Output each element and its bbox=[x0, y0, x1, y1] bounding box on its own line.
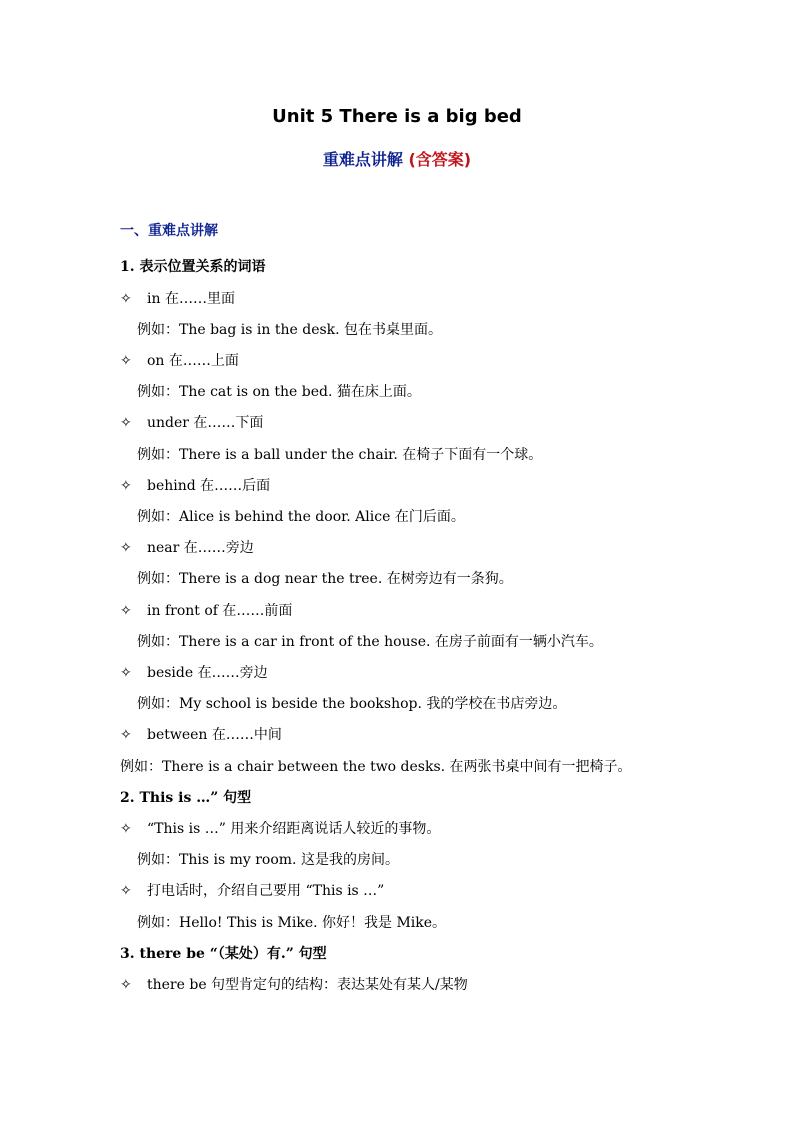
list-item: ✧ between 在……中间 bbox=[120, 724, 282, 746]
diamond-bullet-icon: ✧ bbox=[120, 727, 132, 743]
example-line: 例如：Alice is behind the door. Alice 在门后面。 bbox=[137, 509, 465, 525]
heading-there-be: 3. there be “（某处）有.” 句型 bbox=[120, 946, 327, 962]
example-line: 例如：Hello! This is Mike. 你好！我是 Mike。 bbox=[137, 915, 447, 931]
document-subtitle bbox=[0, 148, 794, 172]
example-line: 例如：There is a chair between the two desks. 在两张书桌中间有一把椅子。 bbox=[120, 759, 632, 775]
list-item: ✧ in front of 在……前面 bbox=[120, 600, 292, 622]
list-item: ✧ behind 在……后面 bbox=[120, 475, 270, 497]
list-item: ✧ in 在……里面 bbox=[120, 288, 235, 310]
subtitle-answer: (含答案) bbox=[408, 150, 472, 169]
document-title: Unit 5 There is a big bed bbox=[272, 106, 522, 127]
list-item: ✧ under 在……下面 bbox=[120, 412, 263, 434]
list-item: ✧ there be 句型肯定句的结构：表达某处有某人/某物 bbox=[120, 974, 468, 996]
diamond-bullet-icon: ✧ bbox=[120, 977, 132, 993]
diamond-bullet-icon: ✧ bbox=[120, 540, 132, 556]
example-line: 例如：The bag is in the desk. 包在书桌里面。 bbox=[137, 322, 443, 338]
list-item: ✧ on 在……上面 bbox=[120, 350, 239, 372]
diamond-bullet-icon: ✧ bbox=[120, 353, 132, 369]
example-line: 例如：There is a car in front of the house. 在房子前面有一辆小汽车。 bbox=[137, 634, 603, 650]
example-line: 例如：This is my room. 这是我的房间。 bbox=[137, 852, 399, 868]
section-heading: 一、重难点讲解 bbox=[120, 223, 218, 239]
heading-this-is: 2. This is …” 句型 bbox=[120, 790, 252, 806]
diamond-bullet-icon: ✧ bbox=[120, 415, 132, 431]
diamond-bullet-icon: ✧ bbox=[120, 821, 132, 837]
heading-position-words: 1. 表示位置关系的词语 bbox=[120, 259, 266, 275]
list-item: ✧ beside 在……旁边 bbox=[120, 662, 268, 684]
subtitle-main: 重难点讲解 bbox=[322, 150, 403, 169]
list-item: ✧ “This is …” 用来介绍距离说话人较近的事物。 bbox=[120, 818, 440, 840]
diamond-bullet-icon: ✧ bbox=[120, 883, 132, 899]
example-line: 例如：There is a ball under the chair. 在椅子下面有一个球。 bbox=[137, 447, 543, 463]
diamond-bullet-icon: ✧ bbox=[120, 603, 132, 619]
list-item: ✧ 打电话时，介绍自己要用 “This is …” bbox=[120, 880, 384, 902]
example-line: 例如：There is a dog near the tree. 在树旁边有一条狗。 bbox=[137, 571, 513, 587]
example-line: 例如：The cat is on the bed. 猫在床上面。 bbox=[137, 384, 421, 400]
list-item: ✧ near 在……旁边 bbox=[120, 537, 254, 559]
diamond-bullet-icon: ✧ bbox=[120, 291, 132, 307]
diamond-bullet-icon: ✧ bbox=[120, 665, 132, 681]
diamond-bullet-icon: ✧ bbox=[120, 478, 132, 494]
example-line: 例如：My school is beside the bookshop. 我的学校在书店旁边。 bbox=[137, 696, 567, 712]
